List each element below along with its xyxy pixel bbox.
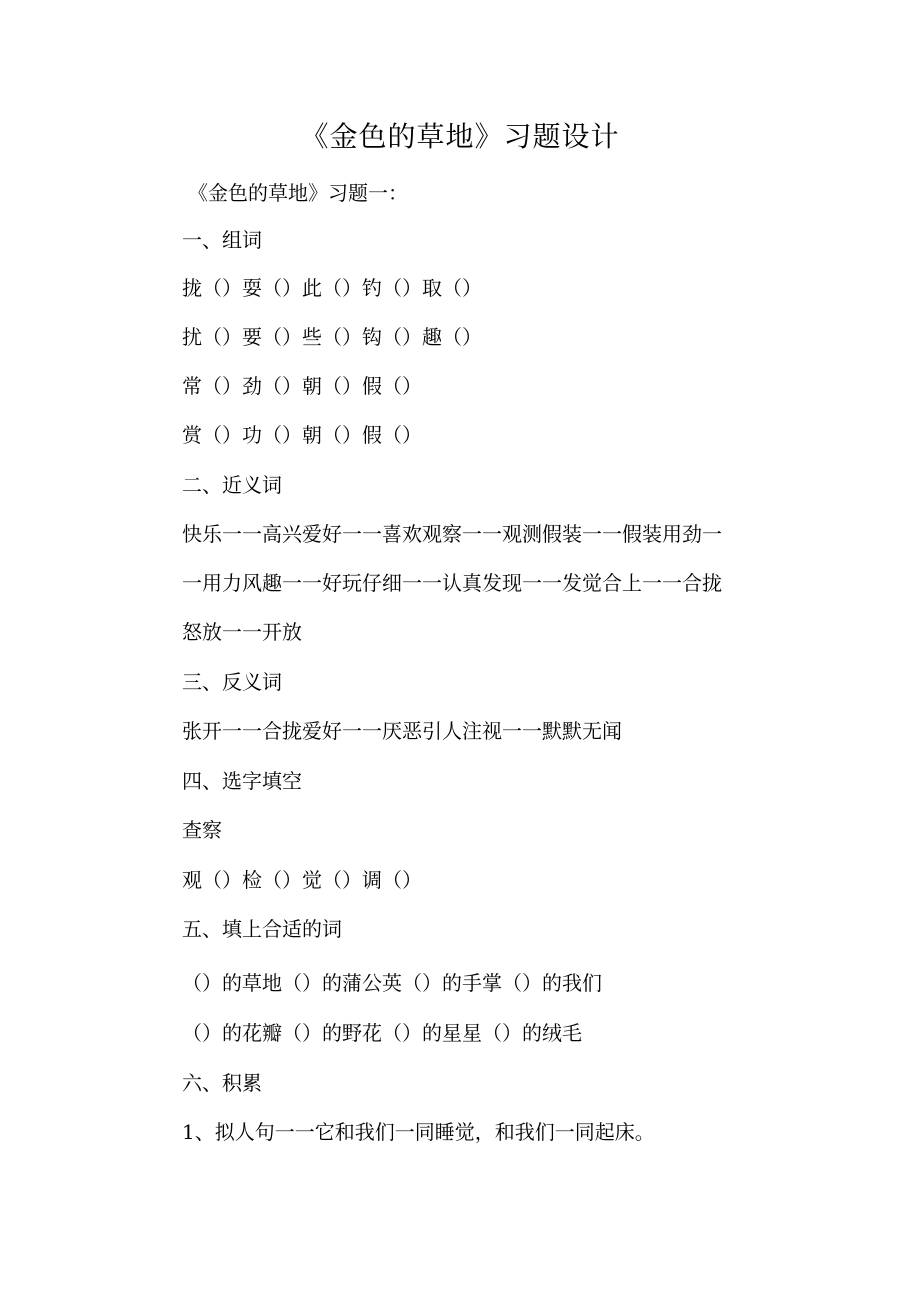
section-1-line-3: 常（）劲（）朝（）假（） <box>182 374 422 398</box>
section-4-line-1: 查察 <box>182 818 222 842</box>
section-2-line-2: 一用力风趣一一好玩仔细一一认真发现一一发觉合上一一合拢 <box>182 571 722 595</box>
section-heading-3: 三、反义词 <box>182 670 282 694</box>
section-3-line-1: 张开一一合拢爱好一一厌恶引人注视一一默默无闻 <box>182 719 622 743</box>
section-heading-1: 一、组词 <box>182 228 262 252</box>
section-2-line-1: 快乐一一高兴爱好一一喜欢观察一一观测假装一一假装用劲一 <box>182 522 722 546</box>
section-5-line-1: （）的草地（）的蒲公英（）的手掌（）的我们 <box>182 971 602 995</box>
section-6-line-1: 1、拟人句一一它和我们一同睡觉，和我们一同起床。 <box>182 1120 655 1144</box>
section-heading-5: 五、填上合适的词 <box>182 917 342 941</box>
section-heading-6: 六、积累 <box>182 1071 262 1095</box>
section-2-line-3: 怒放一一开放 <box>182 620 302 644</box>
section-heading-4: 四、选字填空 <box>182 769 302 793</box>
section-1-line-1: 拢（）耍（）此（）钓（）取（） <box>182 276 482 300</box>
exercise-subtitle: 《金色的草地》习题一： <box>188 181 408 205</box>
section-heading-2: 二、近义词 <box>182 473 282 497</box>
section-1-line-2: 扰（）要（）些（）钩（）趣（） <box>182 325 482 349</box>
section-4-line-2: 观（）检（）觉（）调（） <box>182 868 422 892</box>
section-1-line-4: 赏（）功（）朝（）假（） <box>182 423 422 447</box>
section-5-line-2: （）的花瓣（）的野花（）的星星（）的绒毛 <box>182 1021 582 1045</box>
document-title: 《金色的草地》习题设计 <box>300 120 620 153</box>
